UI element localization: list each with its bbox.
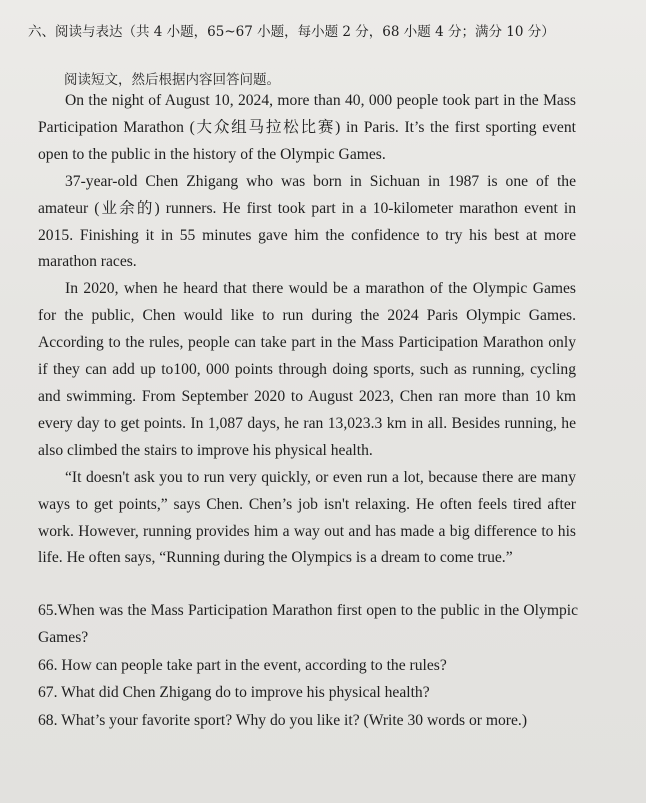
passage-paragraph-4: “It doesn't ask you to run very quickly, or even run a lot, because there are many ways to get points,” says Chen. Chen’s job isn't relaxing. He often feels tired after work. However, running provides him a way out and has made a big difference to his life. He often says, “Running during the Olympics is a dream to come true.”	[38, 468, 576, 567]
reading-instruction: 阅读短文，然后根据内容回答问题。	[64, 72, 280, 88]
question-67: 67. What did Chen Zhigang do to improve his physical health?	[38, 684, 430, 702]
question-66: 66. How can people take part in the event, according to the rules?	[38, 656, 447, 674]
reading-passage	[38, 88, 576, 572]
section-header: 六、阅读与表达（共 4 小题，65~67 小题，每小题 2 分，68 小题 4 分；满分 10 分）	[28, 24, 555, 40]
passage-paragraph-1: On the night of August 10, 2024, more than 40, 000 people took part in the Mass Participation Marathon (大众组马拉松比赛) in Paris. It’s the first sporting event open to the public in the history of the Olympic Games.	[38, 92, 576, 163]
passage-paragraph-2: 37-year-old Chen Zhigang who was born in Sichuan in 1987 is one of the amateur (业余的) runners. He first took part in a 10-kilometer marathon event in 2015. Finishing it in 55 minutes gave him the confidence to try his best at more marathon races.	[38, 172, 576, 271]
question-list	[38, 597, 578, 734]
question-65: 65.When was the Mass Participation Marathon first open to the public in the Olympic Games?	[38, 602, 578, 647]
question-68: 68. What’s your favorite sport? Why do you like it? (Write 30 words or more.)	[38, 711, 528, 729]
passage-paragraph-3: In 2020, when he heard that there would be a marathon of the Olympic Games for the public, Chen would like to run during the 2024 Paris Olympic Games. According to the rules, people can take part in the Mass Participation Marathon only if they can add up to100, 000 points through doing sports, such as running, cycling and swimming. From September 2020 to August 2023, Chen ran more than 10 km every day to get points. In 1,087 days, he ran 13,023.3 km in all. Besides running, he also climbed the stairs to improve his physical health.	[38, 280, 576, 459]
